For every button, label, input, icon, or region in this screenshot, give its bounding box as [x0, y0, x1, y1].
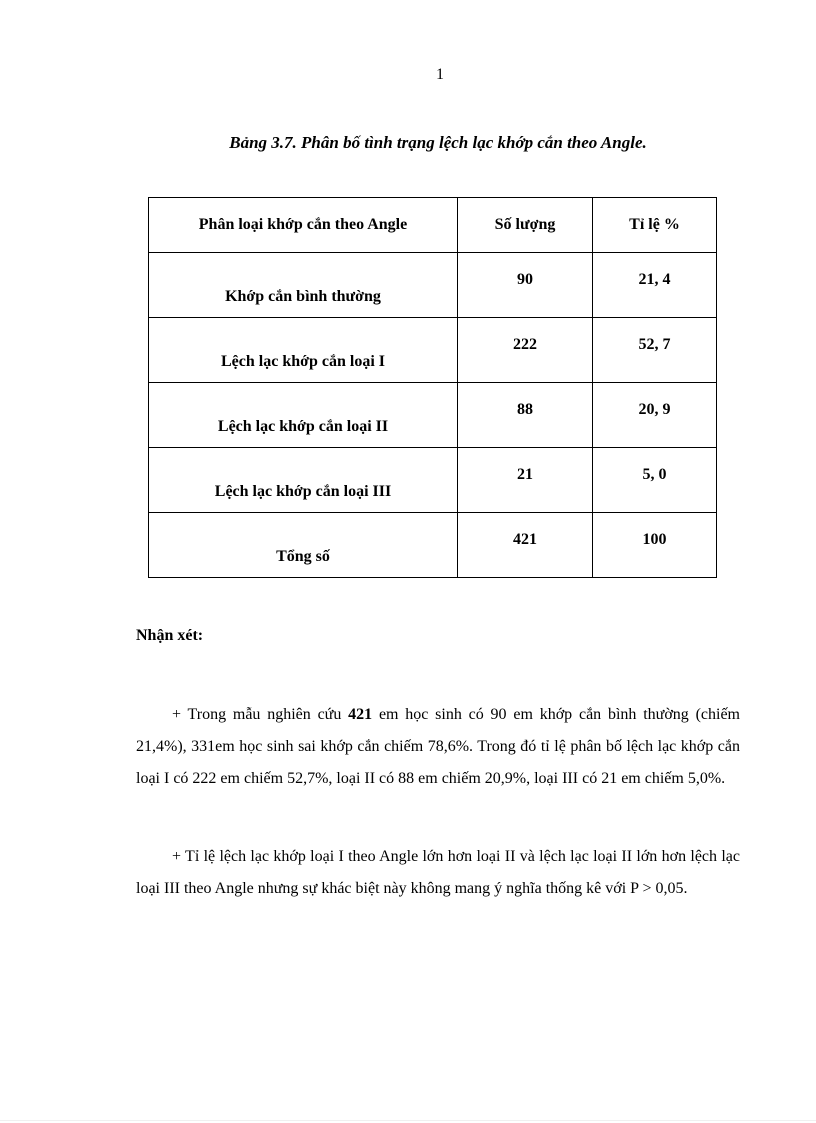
row-percent [593, 383, 717, 448]
row-percent-text: 5, 0 [642, 466, 667, 483]
header-category: Phân loại khớp cắn theo Angle [149, 198, 458, 253]
total-percent [593, 513, 717, 578]
table-row [149, 318, 717, 383]
row-percent-text: 52, 7 [638, 336, 671, 353]
row-category [149, 253, 458, 318]
table-caption: Bảng 3.7. Phân bố tình trạng lệch lạc khớp cắn theo Angle. [229, 133, 647, 152]
header-count: Số lượng [458, 198, 593, 253]
page-number: 1 [436, 66, 444, 83]
page-bottom-edge [0, 1120, 816, 1121]
row-category-text: Lệch lạc khớp cắn loại III [214, 483, 392, 500]
row-category-text: Lệch lạc khớp cắn loại II [217, 418, 389, 435]
row-percent [593, 253, 717, 318]
row-percent-text: 21, 4 [638, 271, 671, 288]
row-category [149, 318, 458, 383]
remarks-paragraph-2: + Tỉ lệ lệch lạc khớp loại I theo Angle lớn hơn loại II và lệch lạc loại II lớn hơn lệch lạc loại III theo Angle nhưng sự khác biệt này không mang ý nghĩa thống kê với P > 0,05. [136, 848, 740, 897]
total-label-text: Tổng số [276, 548, 330, 565]
table-row [149, 383, 717, 448]
row-category-text: Lệch lạc khớp cắn loại I [221, 353, 385, 370]
para1-bold-count: 421 [348, 706, 373, 723]
row-count-text: 222 [513, 336, 537, 353]
para1-text-before: + Trong mẫu nghiên cứu [172, 706, 349, 723]
table-row [149, 448, 717, 513]
row-category [149, 448, 458, 513]
table-header-row [149, 198, 717, 253]
row-count [458, 383, 593, 448]
row-count-text: 88 [517, 401, 533, 418]
total-label [149, 513, 458, 578]
row-category [149, 383, 458, 448]
row-count [458, 253, 593, 318]
remarks-heading: Nhận xét: [136, 627, 204, 644]
table-total-row [149, 513, 717, 578]
total-count-text: 421 [513, 531, 537, 548]
header-percent: Tỉ lệ % [593, 198, 717, 253]
row-percent-text: 20, 9 [638, 401, 671, 418]
row-percent [593, 448, 717, 513]
row-percent [593, 318, 717, 383]
row-count [458, 318, 593, 383]
para1-text-after: em học sinh có 90 em khớp cắn bình thường (chiếm 21,4%), 331em học sinh sai khớp cắn chiếm 78,6%. Trong đó tỉ lệ phân bố lệch lạc khớp cắn loại I có 222 em chiếm 52,7%, loại II có 88 em chiếm 20,9%, loại III có 21 em chiếm 5,0%. [136, 706, 741, 787]
row-category-text: Khớp cắn bình thường [225, 288, 381, 305]
row-count [458, 448, 593, 513]
angle-classification-table [148, 197, 717, 578]
row-count-text: 21 [517, 466, 533, 483]
row-count-text: 90 [517, 271, 533, 288]
total-count [458, 513, 593, 578]
table-row [149, 253, 717, 318]
remarks-paragraph-1 [136, 699, 740, 795]
total-percent-text: 100 [642, 531, 667, 548]
